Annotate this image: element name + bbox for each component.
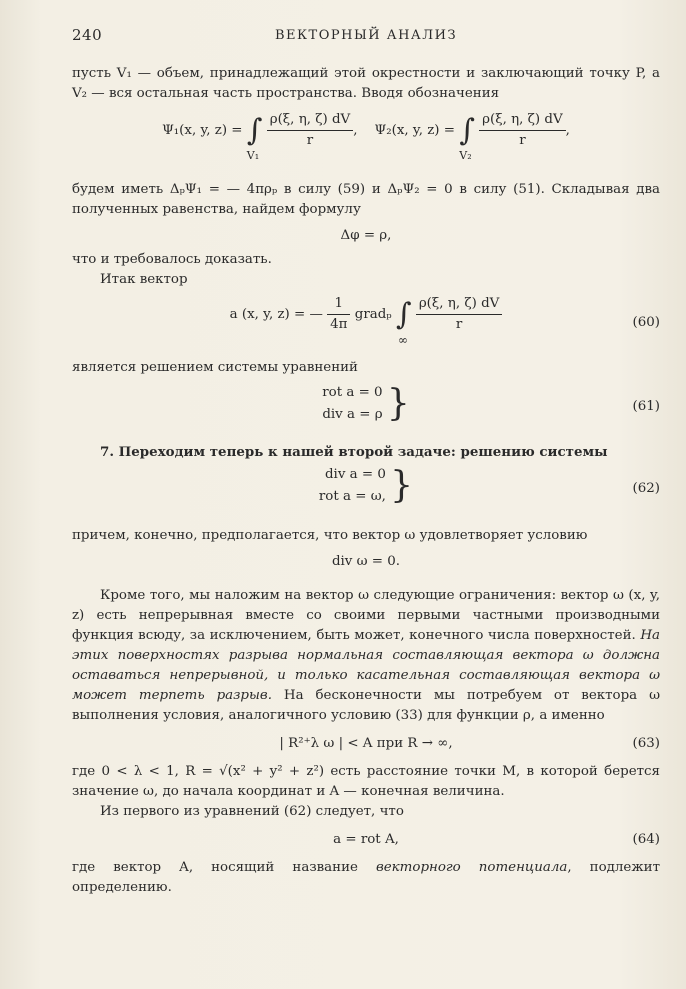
equation-label-64: (64)	[632, 832, 660, 847]
paragraph-4: Итак вектор	[100, 272, 188, 287]
psi2-integral	[459, 112, 475, 162]
paragraph-11-part-a: где вектор A, носящий название	[72, 860, 358, 875]
paragraph-2: будем иметь ΔₚΨ₁ = — 4πρₚ в силу (59) и ΔₚΨ₂ = 0 в силу (51). Складывая два полученных равенства, найдем формулу	[72, 182, 660, 217]
page-body	[72, 64, 660, 898]
equation-laplace: Δφ = ρ,	[340, 228, 392, 243]
eq62-system: div a = 0 rot a = ω,	[318, 467, 386, 504]
eq60-integral	[395, 296, 412, 347]
equation-63	[72, 734, 660, 754]
paragraph-7: причем, конечно, предполагается, что вектор ω удовлетворяет условию	[72, 528, 588, 543]
psi2-left: Ψ₂(x, y, z) =	[374, 123, 455, 138]
eq60-coefficient: $\frac{1}{4\pi}$	[327, 294, 350, 335]
psi1-fraction: $\frac{\rho(\xi, \eta, \zeta) dV}{r}$	[267, 110, 354, 151]
paragraph-3: что и требовалось доказать.	[72, 252, 272, 267]
paragraph-11	[72, 858, 660, 898]
integral-sign-icon: ∫	[459, 112, 475, 148]
integral-sign-icon: ∫	[395, 296, 412, 332]
page-number: 240	[72, 26, 103, 44]
equation-61	[72, 382, 660, 432]
term-vector-potential: векторного потенциала	[375, 860, 568, 875]
eq60-fraction: $\frac{\rho(\xi, \eta, \zeta) dV}{r}$	[416, 294, 503, 335]
eq61-system: rot a = 0 div a = ρ	[322, 385, 383, 422]
eq64-text: a = rot A,	[333, 832, 399, 847]
psi2-fraction: $\frac{\rho(\xi, \eta, \zeta) dV}{r}$	[479, 110, 566, 151]
equation-62	[72, 464, 660, 514]
running-title: ВЕКТОРНЫЙ АНАЛИЗ	[274, 28, 458, 43]
equation-label-62: (62)	[632, 481, 660, 496]
eq60-limit: ∞	[397, 332, 408, 347]
paragraph-8-italic: На этих поверхностях разрыва нормальная составляющая вектора ω должна оставаться непрерывной, и только касательная составляющая вектора ω может терпеть разрыв.	[72, 628, 661, 703]
paragraph-5: является решением системы уравнений	[72, 360, 358, 375]
psi1-integral	[246, 112, 263, 162]
psi1-limit: V₁	[246, 148, 260, 162]
brace-icon: }	[386, 383, 410, 424]
paragraph-9: где 0 < λ < 1, R = √(x² + y² + z²) есть расстояние точки M, в которой берется значение ω, до начала координат и A — конечная величина.	[72, 764, 660, 799]
psi1-left: Ψ₁(x, y, z) =	[162, 123, 243, 138]
paragraph-10: Из первого из уравнений (62) следует, что	[100, 804, 404, 819]
equation-label-60: (60)	[632, 315, 660, 330]
equation-div-omega: div ω = 0.	[331, 554, 401, 569]
page-header	[72, 26, 660, 48]
eq63-text: | R²⁺λ ω | < A при R → ∞,	[279, 736, 453, 751]
equation-label-61: (61)	[632, 399, 660, 414]
paragraph-6: 7. Переходим теперь к нашей второй задаче: решению системы	[100, 444, 608, 460]
paragraph-8-part-a: Кроме того, мы наложим на вектор ω следующие ограничения: вектор ω (x, y, z) есть непрерывная вместе со своими первыми частными производными функция всюду, за исключением, быть может, конечного числа поверхностей.	[72, 588, 660, 643]
paragraph-8-part-c: На бесконечности мы потребуем от вектора ω выполнения условия, аналогичного условию (33) для функции ρ, а именно	[72, 688, 660, 723]
equation-psi: Ψ₁(x, y, z) = ∫ V₁ $\frac{\rho(\xi, \eta, \zeta) dV}{r}$ , Ψ₂(x, y, z) = ∫ V₂ $\frac{\rho(\xi, \eta, \zeta) dV}{r}$ ,	[72, 110, 660, 176]
eq60-left: a (x, y, z) = —	[229, 307, 323, 322]
equation-60	[72, 294, 660, 352]
integral-sign-icon: ∫	[246, 112, 263, 148]
paragraph-11-part-c: , подлежит определению.	[72, 860, 660, 895]
paragraph-8	[72, 586, 660, 726]
psi2-limit: V₂	[459, 148, 472, 162]
equation-64	[72, 830, 660, 850]
brace-icon: }	[390, 465, 414, 506]
equation-label-63: (63)	[632, 736, 660, 751]
eq60-grad: gradₚ	[354, 307, 392, 322]
paragraph-1: пусть V₁ — объем, принадлежащий этой окрестности и заключающий точку P, а V₂ — вся остальная часть пространства. Вводя обозначения	[72, 66, 660, 101]
